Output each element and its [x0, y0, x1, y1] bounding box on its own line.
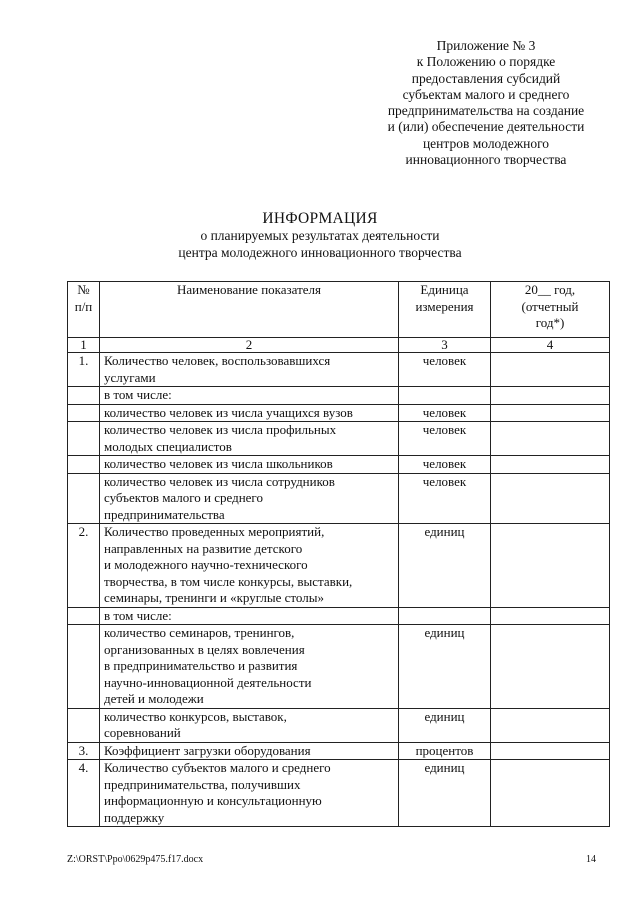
document-subtitle-line: центра молодежного инновационного творчества [178, 244, 462, 260]
header-name: Наименование показателя [100, 282, 399, 338]
row-number: 1. [68, 353, 100, 387]
indicator-name-line: количество человек из числа школьников [104, 456, 333, 471]
indicator-name [100, 625, 399, 709]
document-title: ИНФОРМАЦИЯ [262, 210, 378, 227]
indicator-name [100, 387, 399, 405]
column-number: 4 [491, 338, 610, 353]
table-row [68, 607, 610, 625]
indicator-name-line: творчества, в том числе конкурсы, выставки, [104, 573, 353, 589]
row-number: 2. [68, 524, 100, 608]
appendix-line: и (или) обеспечение деятельности [387, 119, 585, 135]
reporting-year-value [491, 353, 610, 387]
indicator-name [100, 607, 399, 625]
header-num-line: № [77, 282, 90, 297]
unit-of-measure: человек [399, 473, 491, 524]
row-number [68, 708, 100, 742]
indicator-name-line: и молодежного научно-технического [104, 557, 308, 572]
table-row [68, 708, 610, 742]
indicator-name-line: количество конкурсов, выставок, [104, 708, 287, 724]
appendix-line: Приложение № 3 [436, 38, 536, 53]
indicator-name-line: Количество человек, воспользовавшихся [104, 353, 331, 368]
indicator-name-line: поддержку [104, 809, 165, 825]
indicator-name-line: семинары, тренинги и «круглые столы» [104, 590, 324, 605]
indicator-name-line: организованных в целях вовлечения [104, 641, 305, 657]
unit-of-measure [399, 607, 491, 625]
header-year-line: год*) [535, 315, 565, 330]
reporting-year-value [491, 422, 610, 456]
indicator-name-line: в том числе: [104, 387, 172, 402]
appendix-note [360, 38, 612, 168]
indicator-name-line: предпринимательства, получивших [104, 776, 301, 792]
appendix-line: предоставления субсидий [411, 70, 561, 86]
unit-of-measure: единиц [399, 708, 491, 742]
header-year-line: 20__ год, [524, 282, 576, 297]
row-number: 4. [68, 760, 100, 827]
appendix-line: предпринимательства на создание [387, 103, 585, 119]
reporting-year-value [491, 625, 610, 709]
indicator-name [100, 456, 399, 474]
header-year-line: (отчетный [521, 298, 579, 314]
unit-of-measure: единиц [399, 760, 491, 827]
indicator-name-line: количество семинаров, тренингов, [104, 625, 295, 640]
indicator-name-line: детей и молодежи [104, 691, 204, 706]
unit-of-measure: человек [399, 353, 491, 387]
unit-of-measure: процентов [399, 742, 491, 760]
row-number [68, 404, 100, 422]
table-row [68, 625, 610, 709]
indicator-name-line: в предпринимательство и развития [104, 658, 298, 673]
reporting-year-value [491, 742, 610, 760]
table-row [68, 742, 610, 760]
indicator-name-line: молодых специалистов [104, 438, 232, 454]
row-number [68, 473, 100, 524]
appendix-line: к Положению о порядке [416, 54, 556, 70]
row-number [68, 387, 100, 405]
unit-of-measure: человек [399, 404, 491, 422]
header-unit-line: измерения [415, 298, 474, 314]
appendix-line: субъектам малого и среднего [402, 86, 570, 102]
appendix-line: центров молодежного [422, 135, 550, 151]
indicator-name-line: Количество проведенных мероприятий, [104, 524, 325, 539]
indicator-name [100, 760, 399, 827]
reporting-year-value [491, 524, 610, 608]
indicator-name-line: субъектов малого и среднего [104, 490, 263, 505]
table-row [68, 353, 610, 387]
header-unit [399, 282, 491, 338]
table-row [68, 387, 610, 405]
table-row [68, 760, 610, 827]
reporting-year-value [491, 607, 610, 625]
row-number: 3. [68, 742, 100, 760]
indicator-name-line: информационную и консультационную [104, 793, 322, 808]
footer-page-number: 14 [586, 854, 596, 865]
header-year [491, 282, 610, 338]
unit-of-measure: человек [399, 456, 491, 474]
reporting-year-value [491, 708, 610, 742]
indicator-name [100, 404, 399, 422]
column-number-row [68, 338, 610, 353]
unit-of-measure: единиц [399, 524, 491, 608]
table-row [68, 473, 610, 524]
table-row [68, 456, 610, 474]
indicator-name [100, 524, 399, 608]
unit-of-measure: единиц [399, 625, 491, 709]
column-number: 1 [68, 338, 100, 353]
table-row [68, 404, 610, 422]
column-number: 2 [100, 338, 399, 353]
results-table [67, 281, 610, 827]
reporting-year-value [491, 473, 610, 524]
indicator-name-line: Количество субъектов малого и среднего [104, 760, 331, 775]
reporting-year-value [491, 760, 610, 827]
row-number [68, 422, 100, 456]
unit-of-measure: человек [399, 422, 491, 456]
header-num-line: п/п [74, 298, 93, 314]
indicator-name-line: научно-инновационной деятельности [104, 674, 312, 690]
column-number: 3 [399, 338, 491, 353]
reporting-year-value [491, 387, 610, 405]
header-unit-line: Единица [420, 282, 469, 297]
reporting-year-value [491, 456, 610, 474]
header-num [68, 282, 100, 338]
reporting-year-value [491, 404, 610, 422]
appendix-line: инновационного творчества [405, 152, 567, 168]
row-number [68, 607, 100, 625]
footer-file-path: Z:\ORST\Ppo\0629p475.f17.docx [67, 854, 204, 865]
table-row [68, 524, 610, 608]
document-subtitle-line: о планируемых результатах деятельности [200, 228, 440, 243]
indicator-name-line: предпринимательства [104, 506, 225, 522]
table-row [68, 422, 610, 456]
document-heading [0, 210, 640, 261]
indicator-name-line: количество человек из числа профильных [104, 422, 337, 437]
indicator-name-line: направленных на развитие детского [104, 540, 303, 556]
indicator-name-line: количество человек из числа сотрудников [104, 473, 335, 489]
indicator-name-line: в том числе: [104, 607, 172, 623]
unit-of-measure [399, 387, 491, 405]
indicator-name [100, 708, 399, 742]
indicator-name-line: соревнований [104, 725, 181, 740]
indicator-name-line: Коэффициент загрузки оборудования [104, 742, 311, 758]
indicator-name-line: услугами [104, 369, 156, 385]
table-header-row [68, 282, 610, 338]
indicator-name [100, 353, 399, 387]
row-number [68, 625, 100, 709]
indicator-name-line: количество человек из числа учащихся вузов [104, 404, 353, 420]
row-number [68, 456, 100, 474]
indicator-name [100, 473, 399, 524]
indicator-name [100, 742, 399, 760]
indicator-name [100, 422, 399, 456]
